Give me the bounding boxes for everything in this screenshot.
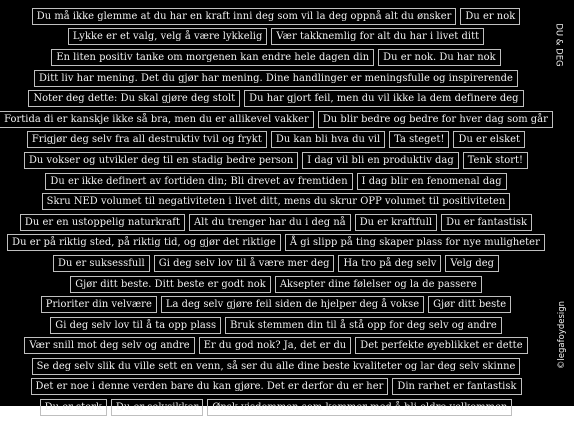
affirmation-chip: Er du god nok? Ja, det er du — [199, 337, 352, 354]
affirmation-chip: Frigjør deg selv fra all destruktiv tvil og frykt — [27, 131, 267, 148]
affirmation-chip: Noter deg dette: Du skal gjøre deg stolt — [28, 90, 240, 107]
affirmation-row — [0, 274, 552, 295]
affirmation-chip: Det perfekte øyeblikket er dette — [355, 337, 527, 354]
affirmation-chip: Ta steget! — [389, 131, 449, 148]
affirmation-row — [0, 47, 552, 68]
affirmation-chip: Din rarhet er fantastisk — [392, 378, 521, 395]
affirmation-chip: Det er noe i denne verden bare du kan gjøre. Det er derfor du er her — [31, 378, 389, 395]
affirmation-chip: Se deg selv slik du ville sett en venn, så ser du alle dine beste kvaliteter og lar deg selv skinne — [32, 358, 521, 375]
affirmation-row — [0, 88, 552, 109]
affirmation-rows — [0, 6, 552, 418]
affirmation-chip: Gi deg selv lov til å ta opp plass — [50, 317, 221, 334]
affirmation-chip: Fortida di er kanskje ikke så bra, men du er allikevel vakker — [0, 111, 314, 128]
affirmation-chip: Du kan bli hva du vil — [271, 131, 385, 148]
affirmation-row — [0, 315, 552, 336]
affirmation-chip: La deg selv gjøre feil siden de hjelper deg å vokse — [161, 296, 424, 313]
credit-label: ©legafoydesign — [556, 300, 567, 370]
affirmation-chip: Skru NED volumet til negativiteten i livet ditt, mens du skrur OPP volumet til positiviteten — [42, 193, 511, 210]
affirmation-chip: Du er på riktig sted, på riktig tid, og gjør det riktige — [7, 234, 281, 251]
affirmation-chip: Aksepter dine følelser og la de passere — [275, 276, 482, 293]
affirmation-chip: I dag blir en fenomenal dag — [357, 173, 507, 190]
affirmation-chip: Gi deg selv lov til å være mer deg — [154, 255, 335, 272]
affirmation-chip: Velg deg — [445, 255, 499, 272]
affirmation-chip: Tenk stort! — [463, 152, 528, 169]
affirmation-row — [0, 171, 552, 192]
affirmation-row — [0, 336, 552, 357]
affirmation-row — [0, 68, 552, 89]
affirmation-chip: Du blir bedre og bedre for hver dag som går — [318, 111, 553, 128]
affirmation-chip: Du har gjort feil, men du vil ikke la dem definere deg — [244, 90, 523, 107]
affirmation-chip: Ditt liv har mening. Det du gjør har mening. Dine handlinger er meningsfulle og inspirerende — [34, 70, 518, 87]
affirmation-chip: Bruk stemmen din til å stå opp for deg selv og andre — [225, 317, 502, 334]
affirmation-row — [0, 130, 552, 151]
affirmation-chip: Prioriter din velvære — [41, 296, 157, 313]
affirmation-row — [0, 27, 552, 48]
affirmation-chip: Å gi slipp på ting skaper plass for nye muligheter — [285, 234, 545, 251]
affirmation-chip: Vær snill mot deg selv og andre — [24, 337, 194, 354]
affirmation-chip: Du vokser og utvikler deg til en stadig bedre person — [24, 152, 298, 169]
affirmation-chip: Ha tro på deg selv — [338, 255, 441, 272]
affirmation-chip: Vær takknemlig for alt du har i livet ditt — [271, 28, 484, 45]
affirmation-chip: Du er en ustoppelig naturkraft — [20, 214, 185, 231]
affirmation-chip: I dag vil bli en produktiv dag — [302, 152, 458, 169]
affirmation-chip: Du er kraftfull — [355, 214, 437, 231]
affirmation-row — [0, 212, 552, 233]
affirmation-chip: Du er ikke definert av fortiden din; Bli drevet av fremtiden — [45, 173, 352, 190]
affirmation-row — [0, 6, 552, 27]
affirmation-row — [0, 150, 552, 171]
affirmation-row — [0, 109, 552, 130]
affirmation-chip: Du er elsket — [453, 131, 525, 148]
affirmation-row — [0, 233, 552, 254]
affirmation-chip: En liten positiv tanke om morgenen kan endre hele dagen din — [51, 49, 374, 66]
affirmation-row — [0, 253, 552, 274]
affirmation-row — [0, 377, 552, 398]
affirmation-chip: Du er selvsikker — [111, 399, 203, 416]
affirmation-row — [0, 397, 552, 418]
affirmation-chip: Gjør ditt beste. Ditt beste er godt nok — [70, 276, 271, 293]
brand-label: DU & DEG — [553, 23, 564, 67]
affirmation-row — [0, 191, 552, 212]
affirmation-chip: Du må ikke glemme at du har en kraft inni deg som vil la deg oppnå alt du ønsker — [32, 8, 457, 25]
affirmation-chip: Du er fantastisk — [441, 214, 532, 231]
affirmation-chip: Gjør ditt beste — [428, 296, 511, 313]
affirmation-chip: Ønsk visdommen som kommer med å bli eldre velkommen — [207, 399, 512, 416]
affirmation-chip: Lykke er et valg, velg å være lykkelig — [68, 28, 268, 45]
affirmation-row — [0, 294, 552, 315]
affirmation-chip: Du er nok — [460, 8, 520, 25]
affirmation-chip: Du er nok. Du har nok — [378, 49, 501, 66]
affirmation-chip: Alt du trenger har du i deg nå — [189, 214, 351, 231]
affirmation-chip: Du er suksessfull — [53, 255, 150, 272]
affirmation-row — [0, 356, 552, 377]
affirmation-chip: Du er sterk — [40, 399, 107, 416]
